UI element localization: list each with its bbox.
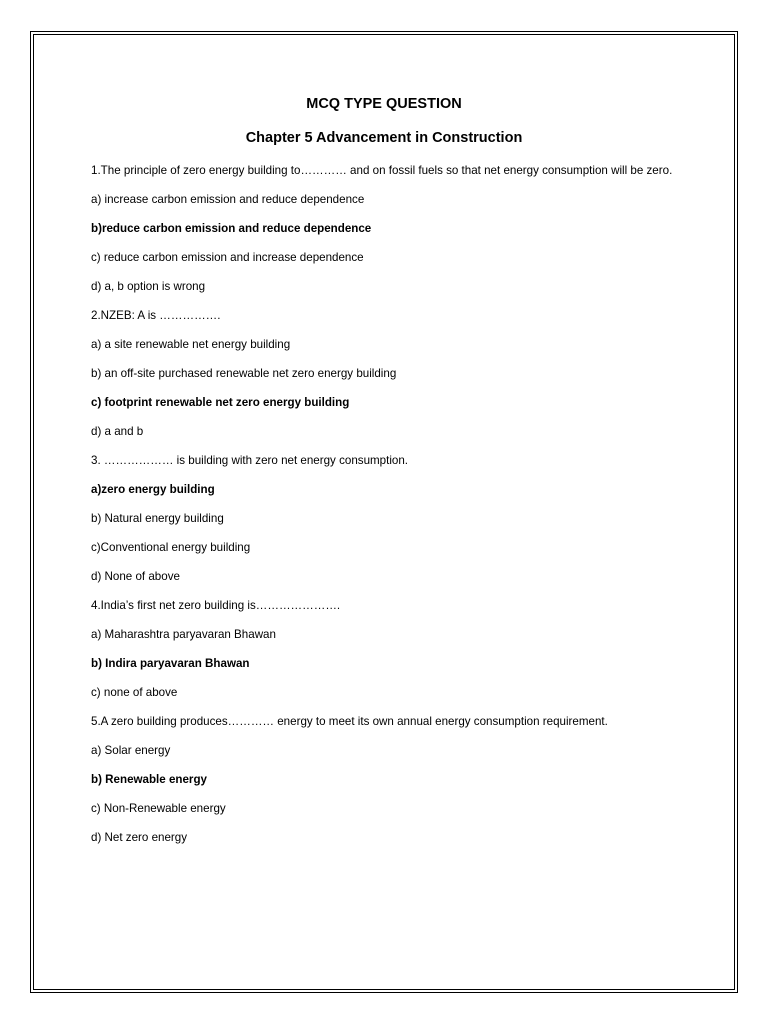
document-title: MCQ TYPE QUESTION [306, 96, 462, 112]
question-3-option-b: b) Natural energy building [91, 512, 224, 525]
question-5-option-d: d) Net zero energy [91, 831, 188, 844]
question-1-option-b: b)reduce carbon emission and reduce dependence [91, 222, 372, 235]
question-2-option-d: d) a and b [91, 425, 144, 438]
question-3-option-d: d) None of above [91, 570, 180, 583]
question-5-text: 5.A zero building produces………… energy to meet its own annual energy consumption requirement. [91, 715, 608, 728]
question-2-option-c: c) footprint renewable net zero energy building [91, 396, 350, 409]
question-5-option-a: a) Solar energy [91, 744, 171, 757]
question-4-text: 4.India’s first net zero building is…………………. [91, 599, 341, 612]
question-1-option-d: d) a, b option is wrong [91, 280, 206, 293]
question-3-option-c: c)Conventional energy building [91, 541, 251, 554]
question-2-text: 2.NZEB: A is ……………. [91, 309, 221, 322]
question-3-text: 3. ……………… is building with zero net energy consumption. [91, 454, 409, 467]
question-5-option-c: c) Non-Renewable energy [91, 802, 226, 815]
question-list [91, 162, 691, 858]
question-5-option-b: b) Renewable energy [91, 773, 207, 786]
question-1-text: 1.The principle of zero energy building to………… and on fossil fuels so that net energy consumption will be zero. [91, 164, 673, 177]
question-4-option-b: b) Indira paryavaran Bhawan [91, 657, 250, 670]
question-1-option-a: a) increase carbon emission and reduce dependence [91, 193, 365, 206]
question-4-option-c: c) none of above [91, 686, 178, 699]
chapter-heading: Chapter 5 Advancement in Construction [245, 130, 523, 146]
question-1-option-c: c) reduce carbon emission and increase dependence [91, 251, 364, 264]
question-2-option-b: b) an off-site purchased renewable net zero energy building [91, 367, 397, 380]
question-4-option-a: a) Maharashtra paryavaran Bhawan [91, 628, 276, 641]
question-2-option-a: a) a site renewable net energy building [91, 338, 291, 351]
question-3-option-a: a)zero energy building [91, 483, 215, 496]
